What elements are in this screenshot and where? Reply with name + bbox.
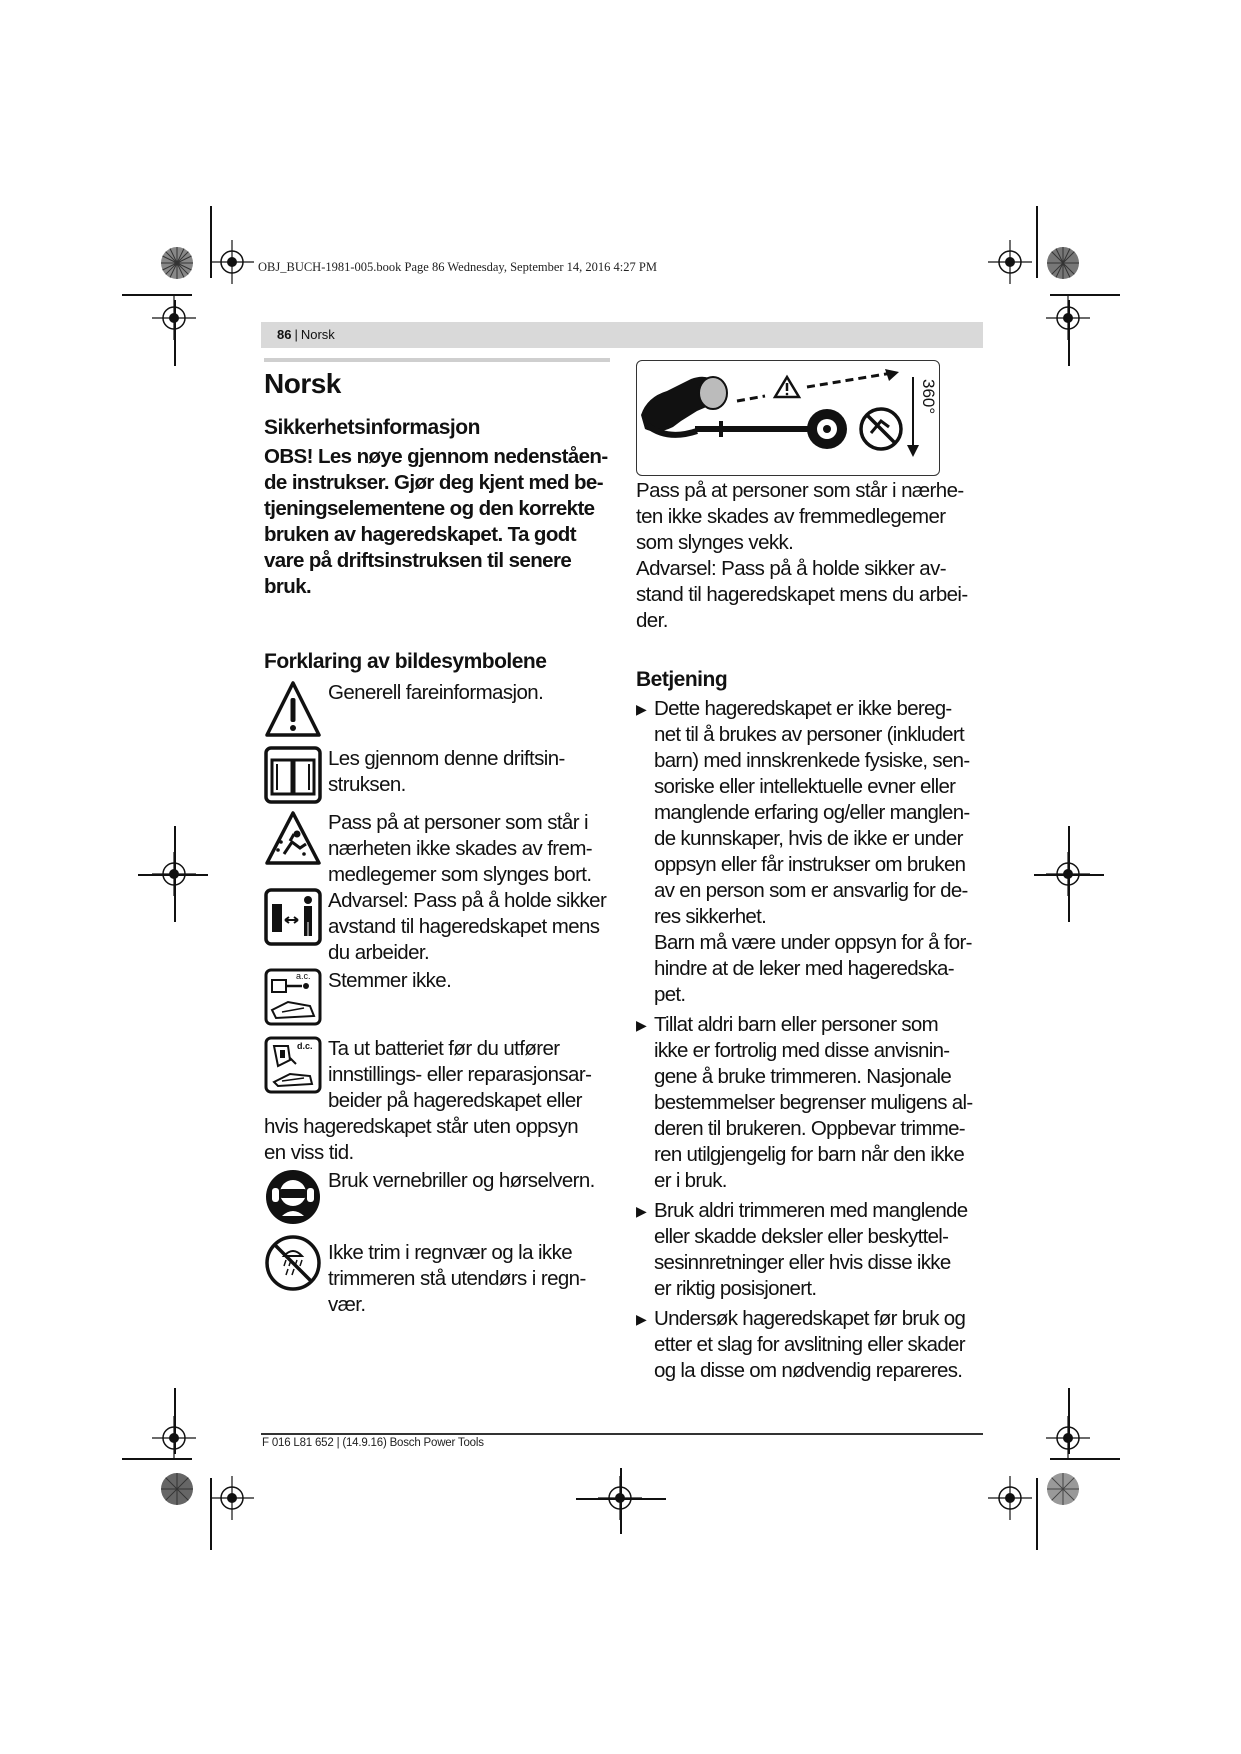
symbol-row [264,810,610,888]
symbol-description: Generell fareinformasjon. [328,681,544,704]
symbol-row [264,1168,610,1234]
color-wheel-mark [160,1472,194,1506]
svg-text:d.c.: d.c. [297,1041,313,1051]
header-language: Norsk [300,327,335,342]
figure-caption: Pass på at personer som står i nærhe- ten ikke skades av fremmedlegemer som slynges vekk. [636,479,964,554]
goggles-earmuffs-icon [264,1168,322,1226]
section-rule [264,358,610,362]
symbol-row [264,888,610,968]
figure-warning: Advarsel: Pass på å holde sikker av- stand til hageredskapet mens du arbei- der. [636,557,968,632]
color-wheel-mark [1046,1472,1080,1506]
bullet-triangle-icon: ▶ [636,1203,647,1219]
operation-bullet: ▶ Undersøk hageredskapet før bruk og etter et slag for avslitning eller skader og la disse om nødvendig repareres. [636,1307,966,1382]
obs-warning: OBS! Les nøye gjennom nedenståen- de instrukser. Gjør deg kjent med be- tjeningselementene og den korrekte bruken av hageredskapet. Ta godt vare på driftsinstruksen til senere bruk. [264,445,608,598]
warning-triangle-icon [264,680,322,740]
safety-heading: Sikkerhetsinformasjon [264,416,480,439]
crosshair-mark [988,240,1032,284]
bullet-triangle-icon: ▶ [636,701,647,717]
crosshair-mark [210,240,254,284]
page-title: Norsk [264,368,341,399]
flying-debris-icon [264,810,322,868]
remove-battery-icon [264,1036,322,1094]
safe-distance-icon [264,888,322,946]
trimmer-360-figure [636,360,940,476]
symbol-row [264,746,610,810]
symbol-row [264,968,610,1036]
symbol-description: Ikke trim i regnvær og la ikke trimmeren stå utendørs i regn- vær. [328,1241,586,1316]
read-manual-icon [264,746,322,804]
operation-heading: Betjening [636,668,728,691]
bullet-triangle-icon: ▶ [636,1017,647,1033]
print-file-info: OBJ_BUCH-1981-005.book Page 86 Wednesday, September 14, 2016 4:27 PM [258,260,657,274]
symbol-row [264,680,610,746]
operation-bullet: ▶ Tillat aldri barn eller personer som ikke er fortrolig med disse anvisnin- gene å bruke trimmeren. Nasjonale bestemmelser begrenser muligens al- deren til brukeren. Oppbevar trimme- ren utilgjengelig for barn når den ikke er i bruk. [636,1013,973,1192]
crosshair-mark [210,1476,254,1520]
left-column [264,358,610,1318]
color-wheel-mark [160,246,194,280]
symbol-row [264,1234,610,1318]
svg-text:a.c.: a.c. [296,971,311,981]
color-wheel-mark [1046,246,1080,280]
page-header [261,322,983,348]
trimmer-360-icon [637,361,939,475]
page-number: 86 [277,327,292,342]
right-column [636,360,986,1388]
symbol-description: Les gjennom denne driftsin- struksen. [328,747,565,796]
footer-rule [261,1433,983,1435]
symbol-row [264,1036,610,1114]
symbol-description: Ta ut batteriet før du utfører innstillings- eller reparasjonsar- beider på hageredskapet eller [328,1037,592,1112]
symbol-description: Pass på at personer som står i nærheten ikke skades av frem- medlegemer som slynges bort. [328,811,593,886]
symbol-description-continued: hvis hageredskapet står uten oppsyn en viss tid. [264,1115,579,1164]
footer-text: F 016 L81 652 | (14.9.16) Bosch Power Tools [262,1437,484,1449]
svg-text:360°: 360° [919,379,938,415]
symbol-description: Bruk vernebriller og hørselvern. [328,1169,595,1192]
symbols-heading: Forklaring av bildesymbolene [264,650,547,673]
symbol-description: Stemmer ikke. [328,969,452,992]
operation-bullet: ▶ Bruk aldri trimmeren med manglende eller skadde deksler eller beskyttel- sesinnretninger eller hvis disse ikke er riktig posisjonert. [636,1199,968,1300]
no-rain-icon [264,1234,322,1292]
ac-not-valid-icon [264,968,322,1026]
symbol-description: Advarsel: Pass på å holde sikker avstand til hageredskapet mens du arbeider. [328,889,607,964]
operation-bullet: ▶ Dette hageredskapet er ikke bereg- net til å brukes av personer (inkludert barn) med innskrenkede fysiske, sen- soriske eller intellektuelle evner eller manglende erfaring og/eller manglen- de kunnskaper, hvis de ikke er under oppsyn eller får instrukser om bruken av en person som er ansvarlig for de- res sikkerhet. Barn må være under oppsyn for å for- hindre at de leker med hageredska- pet. [636,697,972,1006]
bullet-triangle-icon: ▶ [636,1311,647,1327]
crosshair-mark [988,1476,1032,1520]
header-separator: | [294,327,298,342]
